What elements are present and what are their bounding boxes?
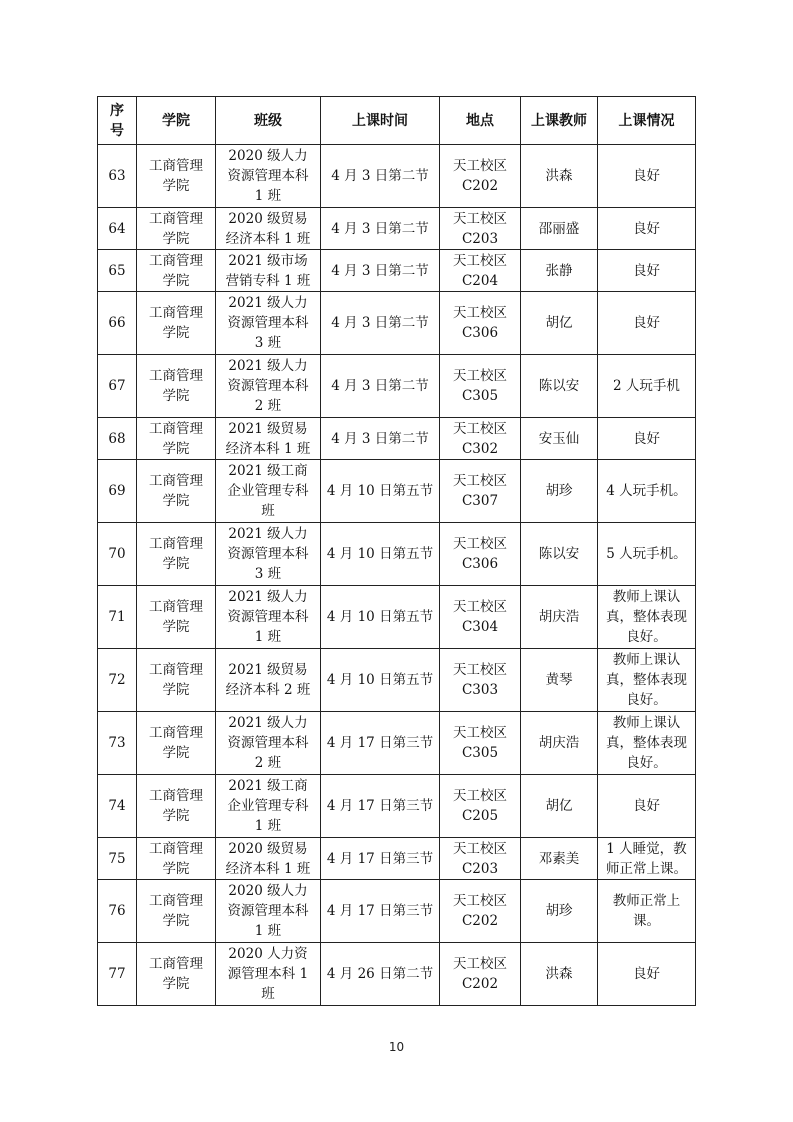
cell-college [137, 880, 216, 943]
cell-place [440, 292, 521, 355]
cell-teacher-text: 胡亿 [545, 315, 573, 331]
cell-college [137, 712, 216, 775]
cell-time-text: 4 月 10 日第五节 [326, 609, 434, 625]
cell-class-text: 2021 级人力 资源管理本科 2 班 [227, 715, 309, 771]
cell-status [598, 523, 696, 586]
cell-college-text: 工商管理 学院 [149, 840, 203, 877]
cell-class-text: 2021 级人力 资源管理本科 1 班 [227, 589, 309, 645]
cell-place-text: 天工校区 C306 [453, 305, 507, 341]
cell-no-text: 65 [108, 262, 126, 279]
cell-no-text: 63 [108, 168, 126, 184]
cell-class-text: 2021 级工商 企业管理专科 班 [227, 463, 309, 519]
cell-status-text: 教师上课认 真，整体表现 良好。 [606, 715, 687, 771]
cell-no [98, 880, 137, 943]
cell-status-text: 4 人玩手机。 [606, 483, 687, 499]
cell-class-text: 2021 级人力 资源管理本科 3 班 [227, 526, 309, 582]
cell-teacher-text: 胡珍 [545, 483, 573, 499]
cell-college-text: 工商管理 学院 [149, 788, 203, 824]
cell-status-text: 良好 [633, 262, 660, 279]
cell-college-text: 工商管理 学院 [149, 599, 203, 635]
cell-time [321, 418, 440, 460]
cell-class-text: 2020 级贸易 经济本科 1 班 [225, 840, 311, 877]
cell-place [440, 880, 521, 943]
header-cell-class: 班级 [216, 97, 321, 145]
class-inspection-table [97, 96, 696, 1006]
cell-no-text: 73 [108, 735, 126, 751]
cell-class [216, 586, 321, 649]
cell-college [137, 586, 216, 649]
cell-teacher-text: 洪森 [545, 168, 573, 184]
cell-college-text: 工商管理 学院 [149, 368, 203, 404]
cell-teacher [521, 250, 598, 292]
cell-status [598, 250, 696, 292]
cell-time [321, 292, 440, 355]
cell-no-text: 77 [108, 966, 126, 982]
cell-place [440, 649, 521, 712]
cell-class [216, 712, 321, 775]
cell-teacher [521, 292, 598, 355]
table-row [98, 250, 696, 292]
cell-time-text: 4 月 17 日第三节 [326, 850, 434, 867]
cell-place-text: 天工校区 C202 [453, 893, 507, 929]
cell-time-text: 4 月 3 日第二节 [331, 168, 429, 184]
cell-time-text: 4 月 26 日第二节 [326, 966, 434, 982]
cell-class [216, 943, 321, 1006]
cell-no [98, 586, 137, 649]
cell-status [598, 943, 696, 1006]
cell-college [137, 292, 216, 355]
cell-college [137, 418, 216, 460]
cell-no [98, 460, 137, 523]
cell-place [440, 145, 521, 208]
cell-class [216, 880, 321, 943]
cell-class-text: 2020 级人力 资源管理本科 1 班 [227, 148, 309, 204]
cell-time-text: 4 月 10 日第五节 [326, 483, 434, 499]
cell-time-text: 4 月 10 日第五节 [326, 672, 434, 688]
cell-teacher [521, 943, 598, 1006]
cell-time [321, 838, 440, 880]
cell-college [137, 355, 216, 418]
cell-no-text: 75 [108, 850, 126, 867]
cell-status [598, 460, 696, 523]
header-cell-place: 地点 [440, 97, 521, 145]
cell-place [440, 712, 521, 775]
table-row [98, 292, 696, 355]
cell-status-text: 教师正常上 课。 [612, 893, 681, 929]
cell-place [440, 586, 521, 649]
cell-class-text: 2021 级市场 营销专科 1 班 [225, 252, 311, 289]
cell-no-text: 64 [108, 220, 126, 237]
cell-no-text: 74 [108, 798, 126, 814]
cell-time-text: 4 月 3 日第二节 [331, 378, 429, 394]
cell-time [321, 880, 440, 943]
cell-college [137, 523, 216, 586]
cell-status [598, 418, 696, 460]
cell-college-text: 工商管理 学院 [149, 158, 203, 194]
cell-teacher-text: 胡亿 [545, 798, 573, 814]
cell-no-text: 66 [108, 315, 126, 331]
cell-no [98, 775, 137, 838]
cell-class-text: 2020 人力资 源管理本科 1 班 [227, 946, 309, 1002]
cell-teacher-text: 邓素美 [538, 850, 580, 867]
cell-place-text: 天工校区 C304 [453, 599, 507, 635]
cell-place [440, 250, 521, 292]
cell-college [137, 250, 216, 292]
cell-teacher [521, 880, 598, 943]
cell-place-text: 天工校区 C302 [453, 420, 507, 457]
table-row [98, 586, 696, 649]
cell-teacher [521, 355, 598, 418]
cell-college [137, 775, 216, 838]
cell-no [98, 943, 137, 1006]
cell-no [98, 355, 137, 418]
cell-teacher [521, 775, 598, 838]
cell-time [321, 208, 440, 250]
cell-place-text: 天工校区 C305 [453, 368, 507, 404]
cell-place-text: 天工校区 C306 [453, 536, 507, 572]
cell-no [98, 838, 137, 880]
cell-place [440, 523, 521, 586]
cell-time [321, 250, 440, 292]
cell-status [598, 292, 696, 355]
table-header [98, 97, 696, 145]
cell-place-text: 天工校区 C307 [453, 473, 507, 509]
cell-class [216, 355, 321, 418]
cell-status-text: 教师上课认 真，整体表现 良好。 [606, 589, 687, 645]
cell-status [598, 838, 696, 880]
cell-status-text: 良好 [633, 798, 660, 814]
cell-place [440, 838, 521, 880]
cell-place-text: 天工校区 C203 [453, 840, 507, 877]
cell-no-text: 68 [108, 430, 126, 447]
cell-place [440, 775, 521, 838]
cell-college [137, 838, 216, 880]
cell-no-text: 70 [108, 546, 126, 562]
table-row [98, 712, 696, 775]
cell-time [321, 649, 440, 712]
cell-no-text: 69 [108, 483, 126, 499]
cell-no [98, 649, 137, 712]
cell-place-text: 天工校区 C305 [453, 725, 507, 761]
cell-class [216, 838, 321, 880]
cell-place-text: 天工校区 C202 [453, 158, 507, 194]
table-row [98, 880, 696, 943]
cell-status [598, 649, 696, 712]
cell-status [598, 712, 696, 775]
table-row [98, 943, 696, 1006]
header-cell-teacher: 上课教师 [521, 97, 598, 145]
cell-time [321, 775, 440, 838]
table-row [98, 523, 696, 586]
cell-place-text: 天工校区 C205 [453, 788, 507, 824]
cell-college [137, 145, 216, 208]
cell-place [440, 208, 521, 250]
cell-status-text: 2 人玩手机 [613, 378, 680, 394]
cell-status-text: 良好 [633, 220, 660, 237]
cell-college-text: 工商管理 学院 [149, 956, 203, 992]
cell-place [440, 418, 521, 460]
table-row [98, 355, 696, 418]
cell-time-text: 4 月 17 日第三节 [326, 903, 434, 919]
cell-teacher [521, 418, 598, 460]
cell-time-text: 4 月 3 日第二节 [331, 430, 429, 447]
cell-no [98, 145, 137, 208]
cell-college-text: 工商管理 学院 [149, 662, 203, 698]
cell-time [321, 355, 440, 418]
cell-college [137, 208, 216, 250]
cell-status-text: 良好 [633, 966, 660, 982]
cell-teacher-text: 张静 [545, 262, 573, 279]
cell-time [321, 145, 440, 208]
cell-no [98, 250, 137, 292]
table-row [98, 649, 696, 712]
header-cell-no: 序 号 [98, 97, 137, 145]
cell-teacher-text: 陈以安 [538, 378, 580, 394]
cell-class [216, 775, 321, 838]
cell-no [98, 208, 137, 250]
cell-time [321, 712, 440, 775]
cell-time-text: 4 月 3 日第二节 [331, 315, 429, 331]
header-cell-status: 上课情况 [598, 97, 696, 145]
cell-place-text: 天工校区 C202 [453, 956, 507, 992]
cell-teacher [521, 649, 598, 712]
cell-class-text: 2021 级人力 资源管理本科 2 班 [227, 358, 309, 414]
header-cell-college: 学院 [137, 97, 216, 145]
cell-teacher-text: 胡珍 [545, 903, 573, 919]
cell-teacher [521, 208, 598, 250]
cell-college [137, 943, 216, 1006]
cell-place [440, 943, 521, 1006]
cell-no [98, 523, 137, 586]
cell-time [321, 943, 440, 1006]
cell-teacher-text: 洪森 [545, 966, 573, 982]
cell-teacher-text: 邵丽盛 [538, 220, 580, 237]
cell-place-text: 天工校区 C203 [453, 210, 507, 247]
table-row [98, 460, 696, 523]
cell-status-text: 教师上课认 真，整体表现 良好。 [606, 652, 687, 708]
cell-college-text: 工商管理 学院 [149, 473, 203, 509]
cell-class-text: 2020 级人力 资源管理本科 1 班 [227, 883, 309, 939]
cell-status [598, 586, 696, 649]
cell-place [440, 355, 521, 418]
cell-college-text: 工商管理 学院 [149, 252, 203, 289]
cell-status [598, 775, 696, 838]
cell-no-text: 67 [108, 378, 126, 394]
cell-teacher [521, 586, 598, 649]
cell-no-text: 71 [108, 609, 126, 625]
cell-class [216, 208, 321, 250]
cell-class-text: 2021 级贸易 经济本科 1 班 [225, 420, 311, 457]
cell-place-text: 天工校区 C303 [453, 662, 507, 698]
cell-time-text: 4 月 17 日第三节 [326, 735, 434, 751]
table-row [98, 145, 696, 208]
cell-status [598, 208, 696, 250]
cell-status-text: 5 人玩手机。 [606, 546, 687, 562]
cell-class [216, 145, 321, 208]
cell-class-text: 2021 级人力 资源管理本科 3 班 [227, 295, 309, 351]
cell-no [98, 712, 137, 775]
cell-class [216, 418, 321, 460]
cell-college [137, 460, 216, 523]
cell-class [216, 523, 321, 586]
cell-teacher [521, 523, 598, 586]
table-body [98, 145, 696, 1006]
cell-no-text: 76 [108, 903, 126, 919]
cell-college-text: 工商管理 学院 [149, 725, 203, 761]
cell-teacher-text: 胡庆浩 [538, 609, 580, 625]
cell-no-text: 72 [108, 672, 126, 688]
cell-status [598, 145, 696, 208]
cell-class-text: 2021 级贸易 经济本科 2 班 [225, 662, 311, 698]
cell-teacher [521, 460, 598, 523]
cell-time [321, 586, 440, 649]
cell-teacher-text: 胡庆浩 [538, 735, 580, 751]
table-row [98, 838, 696, 880]
cell-college-text: 工商管理 学院 [149, 305, 203, 341]
cell-status [598, 355, 696, 418]
cell-no [98, 418, 137, 460]
cell-college [137, 649, 216, 712]
cell-time-text: 4 月 17 日第三节 [326, 798, 434, 814]
cell-class-text: 2021 级工商 企业管理专科 1 班 [227, 778, 309, 834]
cell-college-text: 工商管理 学院 [149, 210, 203, 247]
cell-time-text: 4 月 3 日第二节 [331, 262, 429, 279]
cell-class [216, 649, 321, 712]
cell-status-text: 良好 [633, 315, 660, 331]
cell-teacher-text: 安玉仙 [538, 430, 580, 447]
cell-class [216, 460, 321, 523]
cell-status-text: 良好 [633, 168, 660, 184]
cell-no [98, 292, 137, 355]
cell-class [216, 250, 321, 292]
cell-time [321, 460, 440, 523]
cell-class [216, 292, 321, 355]
cell-time [321, 523, 440, 586]
table-row [98, 208, 696, 250]
cell-teacher [521, 838, 598, 880]
cell-time-text: 4 月 10 日第五节 [326, 546, 434, 562]
cell-status-text: 1 人睡觉，教 师正常上课。 [606, 840, 687, 877]
cell-college-text: 工商管理 学院 [149, 536, 203, 572]
table-row [98, 775, 696, 838]
header-row [98, 97, 696, 145]
cell-status-text: 良好 [633, 430, 660, 447]
table-row [98, 418, 696, 460]
cell-place [440, 460, 521, 523]
cell-teacher-text: 陈以安 [538, 546, 580, 562]
cell-teacher [521, 145, 598, 208]
cell-status [598, 880, 696, 943]
cell-time-text: 4 月 3 日第二节 [331, 220, 429, 237]
cell-class-text: 2020 级贸易 经济本科 1 班 [225, 210, 311, 247]
page-number: 10 [388, 1040, 405, 1054]
cell-college-text: 工商管理 学院 [149, 420, 203, 457]
cell-teacher-text: 黄琴 [545, 672, 573, 688]
cell-teacher [521, 712, 598, 775]
header-cell-time: 上课时间 [321, 97, 440, 145]
cell-place-text: 天工校区 C204 [453, 252, 507, 289]
cell-college-text: 工商管理 学院 [149, 893, 203, 929]
